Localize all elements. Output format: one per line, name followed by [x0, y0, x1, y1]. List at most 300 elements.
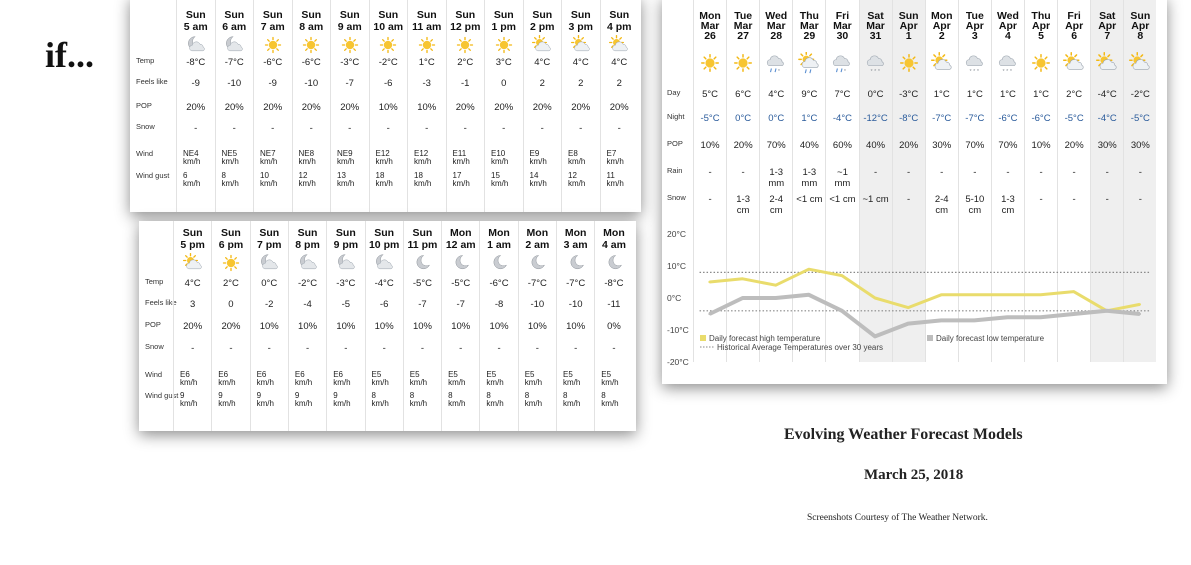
hour-gust: 8	[448, 391, 453, 400]
hour-pop: 10%	[259, 321, 279, 332]
hour-wind: E11	[452, 149, 467, 158]
night-low: -8°C	[899, 113, 919, 124]
row-label-feels: Feels like	[145, 298, 177, 307]
hour-wind-unit: km/h	[529, 157, 547, 166]
hour-gust-unit: km/h	[375, 179, 393, 188]
day-date: 31	[869, 30, 882, 42]
day-pop: 70%	[965, 140, 985, 151]
hour-time: 5 pm	[180, 239, 205, 251]
hour-wind: E12	[414, 149, 429, 158]
hour-feels-like: 3	[190, 299, 196, 310]
low-temp-point	[1039, 316, 1041, 318]
row-label-snow: Snow	[667, 193, 686, 202]
hour-snow: -	[382, 343, 386, 354]
hour-gust: 11	[606, 171, 615, 180]
day-pop: 20%	[899, 140, 919, 151]
hour-gust-unit: km/h	[260, 179, 278, 188]
hour-column	[292, 0, 331, 212]
legend-high-swatch	[700, 335, 706, 341]
day-month: Apr	[965, 20, 984, 32]
high-temp-point	[973, 294, 975, 296]
hour-feels-like: -10	[304, 78, 319, 89]
hour-column	[518, 221, 556, 431]
low-temp-point	[1139, 313, 1141, 315]
hour-gust-unit: km/h	[337, 179, 355, 188]
hour-feels-like: -10	[530, 299, 545, 310]
high-temp-point	[907, 306, 909, 308]
night-low: -7°C	[965, 113, 985, 124]
day-pop: 30%	[1130, 140, 1150, 151]
hour-pop: 20%	[571, 102, 591, 113]
hour-wind: E6	[218, 370, 229, 379]
hour-time: 11 pm	[407, 239, 438, 251]
day-high: 1°C	[999, 89, 1016, 100]
caption-title: Evolving Weather Forecast Models	[784, 426, 1023, 443]
day-high: 1°C	[966, 89, 983, 100]
hour-snow: -	[191, 343, 195, 354]
hourly-forecast-panel-evening	[139, 221, 636, 431]
high-temp-point	[1139, 303, 1141, 305]
hour-wind: E5	[524, 370, 535, 379]
hour-column	[369, 0, 408, 212]
hour-feels-like: -7	[456, 299, 465, 310]
y-tick-label: 20°C	[667, 229, 686, 239]
day-month: Apr	[932, 20, 951, 32]
day-rain: -	[940, 167, 944, 178]
hour-gust: 8	[563, 391, 568, 400]
hour-wind: E6	[180, 370, 190, 379]
row-label-snow: Snow	[145, 342, 164, 351]
hour-wind-unit: km/h	[298, 157, 316, 166]
hour-wind: E5	[448, 370, 458, 379]
moon-icon	[489, 253, 509, 278]
hour-wind-unit: km/h	[486, 378, 504, 387]
day-dow: Wed	[765, 10, 788, 22]
hour-snow: -	[535, 343, 539, 354]
daily-forecast-panel	[662, 0, 1167, 384]
hour-column	[250, 221, 288, 431]
night-low: 1°C	[801, 113, 818, 124]
hour-day: Sun	[224, 9, 245, 21]
hour-temp: -5°C	[451, 278, 471, 289]
hour-pop: 0%	[607, 321, 621, 332]
high-temp-point	[841, 274, 843, 276]
hour-gust: 9	[256, 391, 262, 400]
hour-time: 6 am	[222, 21, 247, 33]
hour-time: 2 pm	[529, 21, 555, 33]
row-label-feels: Feels like	[136, 77, 168, 86]
legend-low-label: Daily forecast low temperature	[936, 334, 1045, 343]
high-temp-point	[1039, 294, 1041, 296]
hour-wind-unit: km/h	[260, 157, 278, 166]
hour-pop: 20%	[532, 102, 552, 113]
moon-cloud-icon	[259, 253, 279, 278]
day-month: Apr	[1131, 20, 1150, 32]
hour-snow: -	[502, 123, 506, 134]
hour-gust-unit: km/h	[568, 179, 586, 188]
row-label-temp: Temp	[145, 277, 164, 286]
day-month: Apr	[1032, 20, 1051, 32]
hour-gust: 8	[601, 391, 606, 400]
hour-wind-unit: km/h	[371, 378, 389, 387]
hour-gust-unit: km/h	[221, 179, 239, 188]
day-high: 4°C	[768, 89, 785, 100]
high-temp-point	[874, 297, 876, 299]
y-tick-label: -20°C	[667, 357, 689, 367]
hour-snow: -	[579, 123, 583, 134]
hour-gust: 12	[298, 171, 308, 180]
hour-day: Sun	[416, 9, 437, 21]
day-month: Apr	[1098, 20, 1117, 32]
hour-pop: 10%	[374, 321, 394, 332]
day-rain: ~1 mm	[834, 167, 851, 189]
hour-wind: NE7	[260, 149, 276, 158]
hour-day: Sun	[609, 9, 630, 21]
day-rain: -	[1072, 167, 1076, 178]
day-high: 0°C	[867, 89, 884, 100]
hour-pop: 10%	[566, 321, 586, 332]
hour-day: Mon	[488, 227, 510, 239]
hour-wind-unit: km/h	[180, 378, 198, 387]
hour-day: Sun	[301, 9, 322, 21]
hour-wind: E5	[409, 370, 420, 379]
hour-time: 12 am	[445, 239, 476, 251]
hourly-forecast-panel-morning	[130, 0, 641, 212]
hour-wind: E6	[294, 370, 305, 379]
hour-column	[288, 221, 326, 431]
temperature-chart	[662, 0, 1167, 384]
hour-column	[403, 221, 441, 431]
hour-time: 4 am	[601, 239, 626, 251]
hour-wind: E12	[375, 149, 390, 158]
hour-feels-like: 0	[228, 299, 234, 310]
hour-wind: E5	[601, 370, 612, 379]
day-pop: 40%	[799, 140, 819, 151]
low-temp-point	[741, 297, 743, 299]
hour-gust-unit: km/h	[601, 399, 619, 408]
hour-column	[407, 0, 446, 212]
high-temp-point	[708, 281, 710, 283]
hour-temp: -2°C	[378, 57, 398, 68]
hour-day: Sun	[221, 227, 241, 239]
hour-snow: -	[267, 343, 271, 354]
night-low: -5°C	[700, 113, 720, 124]
night-low: -6°C	[1031, 113, 1051, 124]
hour-temp: -2°C	[297, 278, 318, 289]
svg-text:* * *: * * *	[1002, 69, 1012, 74]
hour-gust-unit: km/h	[529, 179, 547, 188]
high-temp-point	[775, 284, 777, 286]
day-pop: 60%	[832, 140, 852, 151]
day-pop: 10%	[1031, 140, 1051, 151]
day-date: 8	[1137, 30, 1144, 42]
day-snow: ~1 cm	[862, 194, 889, 205]
hour-gust-unit: km/h	[333, 399, 351, 408]
day-date: 2	[938, 30, 945, 42]
day-dow: Sat	[1099, 10, 1116, 22]
day-dow: Tue	[734, 10, 753, 22]
day-date: 27	[737, 30, 749, 42]
hour-snow: -	[344, 343, 348, 354]
day-snow: 1-3 cm	[736, 194, 750, 216]
hour-pop: 20%	[340, 102, 360, 113]
hour-wind: NE8	[298, 149, 315, 158]
hour-gust: 10	[260, 171, 269, 180]
hour-day: Sun	[532, 9, 553, 21]
hour-pop: 10%	[412, 321, 432, 332]
hour-day: Sun	[378, 9, 399, 21]
low-temp-point	[874, 335, 876, 337]
moon-icon	[412, 253, 432, 278]
moon-icon	[451, 253, 471, 278]
hour-column	[594, 221, 632, 431]
day-pop: 20%	[733, 140, 753, 151]
hour-time: 6 pm	[218, 239, 244, 251]
row-label-gust: Wind gust	[136, 171, 170, 180]
hour-pop: 10%	[378, 102, 398, 113]
low-temp-point	[775, 297, 777, 299]
row-label-snow: Snow	[136, 122, 155, 131]
hour-snow: -	[463, 123, 467, 134]
day-snow: -	[1105, 194, 1109, 205]
hour-temp: -6°C	[263, 57, 283, 68]
hour-pop: 20%	[301, 102, 321, 113]
y-tick-label: -10°C	[667, 325, 689, 335]
hour-temp: -5°C	[412, 278, 432, 289]
hour-wind-unit: km/h	[606, 157, 624, 166]
hour-time: 3 pm	[568, 21, 593, 33]
day-dow: Mon	[699, 10, 721, 22]
hour-feels-like: -10	[568, 299, 583, 310]
hour-gust: 8	[486, 391, 491, 400]
hour-wind-unit: km/h	[409, 378, 428, 387]
hour-wind-unit: km/h	[294, 378, 313, 387]
hour-temp: 4°C	[184, 278, 201, 289]
hour-day: Sun	[259, 227, 280, 239]
hour-time: 5 am	[183, 21, 208, 33]
row-label-night: Night	[667, 112, 685, 121]
svg-text:* * *: * * *	[969, 69, 979, 74]
day-date: 7	[1104, 30, 1111, 42]
hour-temp: 3°C	[495, 57, 512, 68]
hour-pop: 20%	[455, 102, 475, 113]
hour-gust-unit: km/h	[563, 399, 581, 408]
hour-time: 1 am	[487, 239, 511, 251]
hour-day: Mon	[526, 227, 549, 239]
hour-snow: -	[420, 343, 425, 354]
hour-column	[561, 0, 600, 212]
low-temp-point	[808, 294, 810, 296]
hour-column	[326, 221, 364, 431]
hour-day: Sun	[374, 227, 395, 239]
hour-wind-unit: km/h	[452, 157, 470, 166]
hour-column	[523, 0, 562, 212]
day-rain: -	[973, 167, 977, 178]
day-month: Apr	[998, 20, 1017, 32]
day-pop: 70%	[998, 140, 1018, 151]
hour-snow: -	[425, 123, 429, 134]
y-tick-label: 0°C	[667, 293, 682, 303]
sun-icon	[221, 253, 241, 278]
hour-pop: 10%	[489, 321, 509, 332]
day-rain: 1-3 mm	[801, 167, 818, 189]
hour-wind-unit: km/h	[524, 378, 543, 387]
hour-wind: NE9	[337, 149, 353, 158]
hour-day: Sun	[335, 227, 356, 239]
hour-gust: 18	[414, 171, 423, 180]
day-rain: -	[1105, 167, 1109, 178]
day-rain: -	[1006, 167, 1010, 178]
day-high: -2°C	[1130, 89, 1150, 100]
day-month: Apr	[899, 20, 918, 32]
hour-temp: 0°C	[261, 278, 278, 289]
hour-temp: -7°C	[527, 278, 547, 289]
hour-pop: 10%	[527, 321, 547, 332]
hour-wind-unit: km/h	[601, 378, 619, 387]
day-rain: -	[741, 167, 745, 178]
sun-cloud-icon	[183, 253, 203, 278]
day-pop: 30%	[1097, 140, 1117, 151]
day-snow: -	[1039, 194, 1043, 205]
day-snow: <1 cm	[796, 194, 823, 205]
day-rain: -	[708, 167, 712, 178]
day-dow: Mon	[930, 10, 953, 22]
low-temp-point	[1106, 310, 1108, 312]
hour-column	[215, 0, 254, 212]
day-dow: Fri	[1067, 10, 1081, 22]
day-dow: Thu	[799, 10, 819, 22]
hour-temp: -6°C	[489, 278, 509, 289]
hour-day: Mon	[564, 227, 587, 239]
hour-wind-unit: km/h	[256, 378, 274, 387]
hour-day: Sun	[185, 9, 206, 21]
hour-snow: -	[540, 123, 544, 134]
hour-column	[176, 0, 215, 212]
day-date: 5	[1038, 30, 1044, 42]
day-high: 2°C	[1066, 89, 1083, 100]
day-rain: -	[907, 167, 911, 178]
hour-pop: 10%	[451, 321, 471, 332]
hour-gust-unit: km/h	[294, 399, 313, 408]
hour-feels-like: -8	[494, 299, 504, 310]
hour-gust-unit: km/h	[180, 399, 198, 408]
hour-time: 9 pm	[333, 239, 359, 251]
high-temp-line	[710, 269, 1140, 311]
hour-wind: E5	[371, 370, 382, 379]
hour-time: 10 pm	[368, 239, 400, 251]
hour-snow: -	[309, 123, 313, 134]
row-label-pop: POP	[145, 320, 161, 329]
high-temp-point	[808, 268, 810, 270]
row-label-temp: Temp	[136, 56, 155, 65]
day-dow: Tue	[965, 10, 984, 22]
hour-gust-unit: km/h	[491, 179, 509, 188]
hour-temp: 4°C	[534, 57, 551, 68]
moon-cloud-icon	[374, 253, 394, 278]
hour-temp: 1°C	[418, 57, 435, 68]
day-month: Mar	[766, 20, 786, 32]
hour-wind: E7	[606, 149, 617, 158]
hour-pop: 20%	[221, 321, 241, 332]
day-rain: -	[1138, 167, 1142, 178]
hour-temp: 2°C	[222, 278, 239, 289]
hour-wind: E5	[563, 370, 573, 379]
hour-wind-unit: km/h	[218, 378, 236, 387]
hour-temp: 4°C	[611, 57, 628, 68]
day-month: Mar	[833, 20, 852, 32]
hour-pop: 20%	[494, 102, 514, 113]
hour-gust: 12	[568, 171, 577, 180]
hour-gust: 6	[183, 171, 188, 180]
hour-column	[556, 221, 594, 431]
hour-snow: -	[497, 343, 501, 354]
day-month: Mar	[800, 20, 819, 32]
hour-feels-like: 2	[539, 78, 545, 89]
hour-snow: -	[305, 343, 310, 354]
high-temp-point	[940, 294, 942, 296]
hour-snow: -	[612, 343, 616, 354]
hour-day: Sun	[570, 9, 591, 21]
low-temp-point	[973, 319, 975, 321]
hour-time: 8 am	[299, 21, 324, 33]
day-date: 3	[971, 30, 978, 42]
moon-icon	[604, 253, 624, 278]
hour-temp: -7°C	[224, 57, 244, 68]
hour-snow: -	[271, 123, 275, 134]
hour-wind-unit: km/h	[375, 157, 393, 166]
y-tick-label: 10°C	[667, 261, 686, 271]
night-low: -7°C	[932, 113, 952, 124]
hour-temp: 4°C	[572, 57, 589, 68]
hour-wind: E6	[333, 370, 343, 379]
low-temp-point	[940, 319, 942, 321]
day-high: -3°C	[899, 89, 919, 100]
hour-time: 7 am	[260, 21, 285, 33]
hour-pop: 10%	[336, 321, 356, 332]
hour-wind: E5	[486, 370, 497, 379]
svg-text:*: *	[844, 69, 847, 74]
hour-column	[600, 0, 639, 212]
hour-feels-like: 0	[501, 78, 507, 89]
hour-gust: 17	[452, 171, 462, 180]
day-rain: -	[873, 167, 878, 178]
hour-time: 12 pm	[450, 21, 481, 33]
hour-column	[365, 221, 403, 431]
hour-time: 4 pm	[606, 21, 632, 33]
hour-gust-unit: km/h	[298, 179, 316, 188]
day-date: 1	[905, 30, 912, 42]
hour-temp: -8°C	[604, 278, 624, 289]
day-date: 30	[836, 30, 849, 42]
hour-day: Sun	[493, 9, 514, 21]
row-label-rain: Rain	[667, 166, 683, 175]
hour-pop: 20%	[609, 102, 629, 113]
hour-wind-unit: km/h	[491, 157, 509, 166]
day-snow: -	[708, 194, 712, 205]
hour-gust: 13	[337, 171, 346, 180]
hour-day: Mon	[449, 227, 472, 239]
day-dow: Sun	[898, 10, 919, 22]
day-pop: 40%	[866, 140, 886, 151]
hour-pop: 20%	[224, 102, 244, 113]
day-snow: 2-4 cm	[934, 194, 949, 216]
day-month: Mar	[733, 20, 753, 32]
if-heading: if...	[45, 35, 94, 75]
day-high: 7°C	[834, 89, 851, 100]
night-low: 0°C	[768, 113, 785, 124]
day-snow: <1 cm	[829, 194, 856, 205]
hour-column	[446, 0, 485, 212]
